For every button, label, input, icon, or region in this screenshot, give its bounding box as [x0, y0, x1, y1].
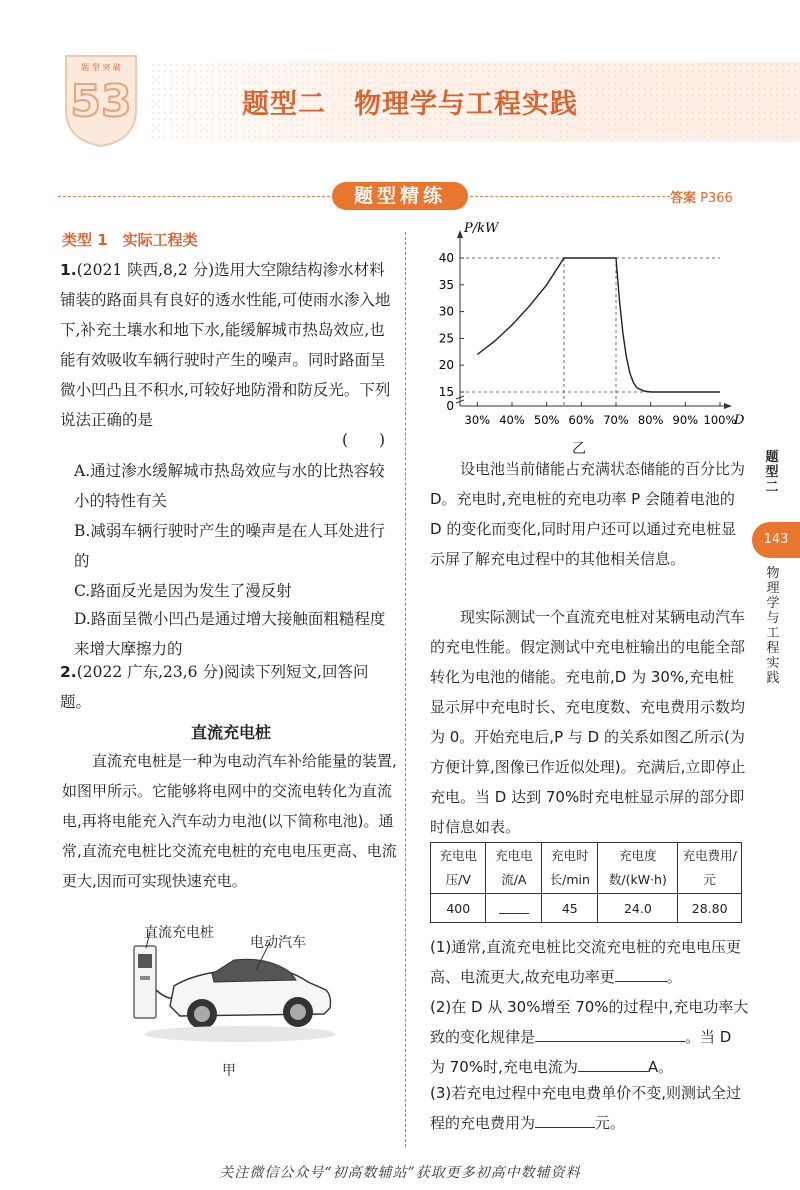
y-axis-arrow [457, 230, 463, 238]
sub-question-1: (1)通常,直流充电桩比交流充电桩的充电电压更高、电流更大,故充电功率更 。 [430, 938, 742, 986]
page-number: 143 [752, 522, 800, 558]
x-tick-label: 100% [703, 413, 737, 427]
question-number: 2. [60, 663, 77, 681]
paragraph-definition: 设电池当前储能占充满状态储能的百分比为 D。充电时,充电桩的充电功率 P 会随着电池的 D 的变化而变化,同时用户还可以通过充电桩显示屏了解充电过程中的其他相关信息。 [430, 460, 746, 568]
paragraph-test: 现实际测试一个直流充电桩对某辆电动汽车的充电性能。假定测试中充电桩输出的电能全部转化为电池的储能。充电前,D 为 30%,充电桩显示屏中充电时长、充电度数、充电费用示数均为 0。开始充电后,P 与 D 的关系如图乙所示(为方便计算,图像已作近似处理)。充满后,立即停止充电。当 D 达到 70%时充电桩显示屏的部分即时信息如表。 [430, 608, 746, 836]
table-header: 充电费用/元 [678, 843, 742, 894]
label-electric-car: 电动汽车 [250, 935, 306, 951]
y-tick-label: 15 [438, 385, 454, 399]
table-header: 充电电流/A [486, 843, 542, 894]
page-title: 题型二 物理学与工程实践 [242, 89, 578, 120]
y-tick-label: 20 [438, 358, 454, 373]
label-charging-station: 直流充电桩 [144, 925, 214, 941]
y-tick-label: 35 [438, 277, 454, 292]
y-tick-label: 40 [438, 251, 454, 265]
power-vs-d-chart [430, 220, 745, 435]
question-1-text: (2021 陕西,8,2 分)选用大空隙结构渗水材料铺装的路面具有良好的透水性能,可使雨水渗入地下,补充土壤水和地下水,能缓解城市热岛效应,也能有效吸收车辆行驶时产生的噪声。同时路面呈微小凹凸且不积水,可较好地防滑和防反光。下列说法正确的是 [60, 261, 391, 429]
answer-paren: ( ) [342, 431, 386, 449]
x-tick-label: 80% [637, 413, 664, 427]
sub-question-2: (2)在 D 从 30%增至 70%的过程中,充电功率大致的变化规律是 。当 D 为 70%时,充电电流为 A。 [430, 998, 749, 1076]
section-divider-left [58, 196, 330, 197]
category-title: 类型 1 实际工程类 [62, 231, 198, 249]
svg-text:题 型 突 破: 题 型 突 破 [81, 63, 121, 72]
x-tick-label: 70% [603, 413, 629, 427]
article-title: 直流充电桩 [190, 723, 271, 742]
column-divider [405, 232, 406, 1147]
side-tab-topic: 物理学与工程实践 [766, 566, 780, 686]
figure-caption-jia: 甲 [222, 1063, 236, 1079]
53-logo [58, 52, 144, 148]
option-a: A.通过渗水缓解城市热岛效应与水的比热容较小的特性有关 [74, 462, 385, 510]
x-tick-label: 40% [499, 413, 525, 427]
table-cell: 28.80 [678, 894, 742, 923]
table-header: 充电时长/min [542, 843, 598, 894]
answer-reference: 答案 P366 [670, 191, 733, 206]
option-c: C.路面反光是因为发生了漫反射 [74, 582, 292, 600]
table-header: 充电度数/(kW·h) [598, 843, 678, 894]
x-tick-label: 60% [568, 413, 595, 427]
question-number: 1. [60, 261, 77, 279]
question-2 [60, 657, 398, 717]
question-1 [60, 255, 398, 435]
x-tick-label: 30% [464, 413, 491, 427]
option-d: D.路面呈微小凹凸是通过增大接触面粗糙程度来增大摩擦力的 [74, 610, 386, 658]
x-axis-arrow [724, 403, 732, 409]
table-cell: 400 [431, 894, 486, 923]
y-axis-label: P/kW [464, 221, 499, 236]
svg-text:53: 53 [70, 76, 132, 127]
sub-question-3: (3)若充电过程中充电电费单价不变,则测试全过程的充电费用为 元。 [430, 1084, 742, 1132]
article-body: 直流充电桩是一种为电动汽车补给能量的装置,如图甲所示。它能够将电网中的交流电转化为直流电,再将电能充入汽车动力电池(以下简称电池)。通常,直流充电桩比交流充电桩的充电电压更高、电流更大,因而可实现快速充电。 [62, 752, 397, 890]
power-curve [477, 258, 720, 392]
side-tab-section: 题型二 [765, 450, 779, 495]
footer-note: 关注微信公众号“初高数辅站”获取更多初高中数辅资料 [219, 1165, 581, 1181]
table-cell: 24.0 [598, 894, 678, 923]
section-badge: 题型精练 [332, 182, 468, 210]
x-axis-label: D [734, 413, 745, 428]
table-row [431, 894, 742, 923]
table-cell: 45 [542, 894, 598, 923]
x-tick-label: 90% [672, 413, 699, 427]
question-2-text: (2022 广东,23,6 分)阅读下列短文,回答问题。 [60, 663, 369, 711]
charging-info-table [430, 842, 742, 923]
y-tick-label: 0 [446, 399, 454, 413]
y-tick-label: 25 [438, 331, 454, 346]
y-tick-label: 30 [438, 304, 454, 319]
figure-caption-yi: 乙 [572, 441, 586, 457]
table-header: 充电电压/V [431, 843, 486, 894]
x-tick-label: 50% [533, 413, 560, 427]
section-divider-right [470, 196, 670, 197]
table-cell-blank [486, 894, 542, 923]
option-b: B.减弱车辆行驶时产生的噪声是在人耳处进行的 [74, 522, 385, 570]
